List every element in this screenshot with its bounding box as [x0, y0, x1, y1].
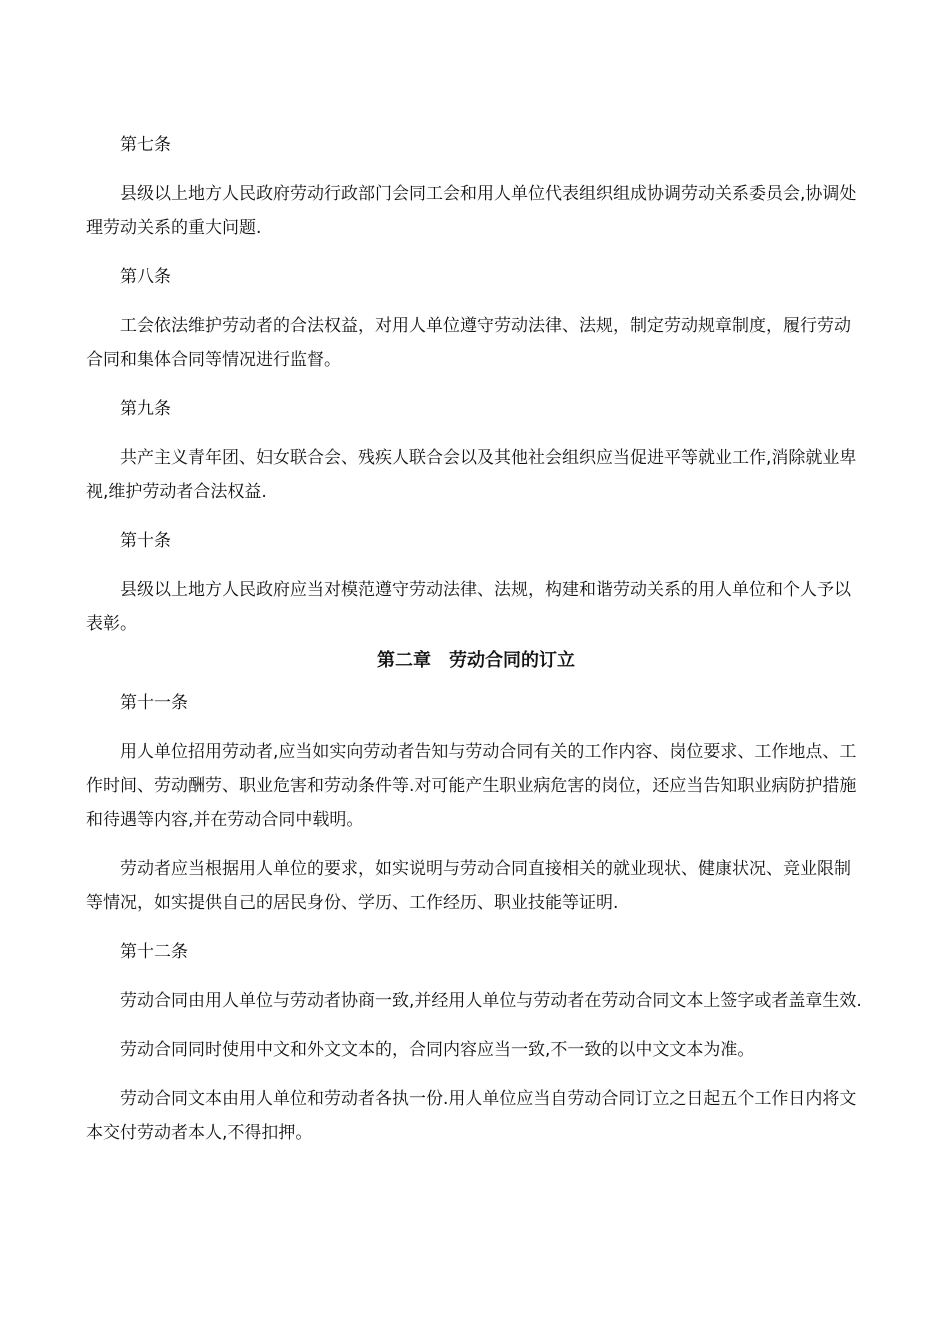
article-7-title: 第七条 [120, 135, 171, 155]
article-9-text: 共产主义青年团、妇女联合会、残疾人联合会以及其他社会组织应当促进平等就业工作,消除就业卑视,维护劳动者合法权益. [86, 448, 857, 502]
article-12-paragraph-1: 劳动合同由用人单位与劳动者协商一致,并经用人单位与劳动者在劳动合同文本上签字或者盖章生效. [120, 991, 862, 1011]
article-12-title: 第十二条 [120, 942, 188, 962]
article-12-paragraph-3: 劳动合同文本由用人单位和劳动者各执一份.用人单位应当自劳动合同订立之日起五个工作日内将文本交付劳动者本人,不得扣押。 [86, 1089, 857, 1143]
article-10-title: 第十条 [120, 531, 171, 551]
article-7-text: 县级以上地方人民政府劳动行政部门会同工会和用人单位代表组织组成协调劳动关系委员会,协调处理劳动关系的重大问题. [86, 184, 857, 238]
article-8-text: 工会依法维护劳动者的合法权益，对用人单位遵守劳动法律、法规，制定劳动规章制度，履行劳动合同和集体合同等情况进行监督。 [86, 316, 851, 370]
article-8-title: 第八条 [120, 267, 171, 287]
article-10-text: 县级以上地方人民政府应当对模范遵守劳动法律、法规，构建和谐劳动关系的用人单位和个人予以表彰。 [86, 580, 851, 634]
article-11-paragraph-2: 劳动者应当根据用人单位的要求，如实说明与劳动合同直接相关的就业现状、健康状况、竞业限制等情况，如实提供自己的居民身份、学历、工作经历、职业技能等证明. [86, 859, 851, 913]
article-11-title: 第十一条 [120, 693, 188, 713]
article-11-paragraph-1: 用人单位招用劳动者,应当如实向劳动者告知与劳动合同有关的工作内容、岗位要求、工作地点、工作时间、劳动酬劳、职业危害和劳动条件等.对可能产生职业病危害的岗位，还应当告知职业病防护措施和待遇等内容,并在劳动合同中载明。 [86, 742, 857, 830]
article-9-title: 第九条 [120, 399, 171, 419]
article-12-paragraph-2: 劳动合同同时使用中文和外文文本的，合同内容应当一致,不一致的以中文文本为准。 [120, 1040, 755, 1060]
chapter-2-title: 第二章 劳动合同的订立 [377, 650, 575, 671]
document-body [86, 128, 866, 1165]
